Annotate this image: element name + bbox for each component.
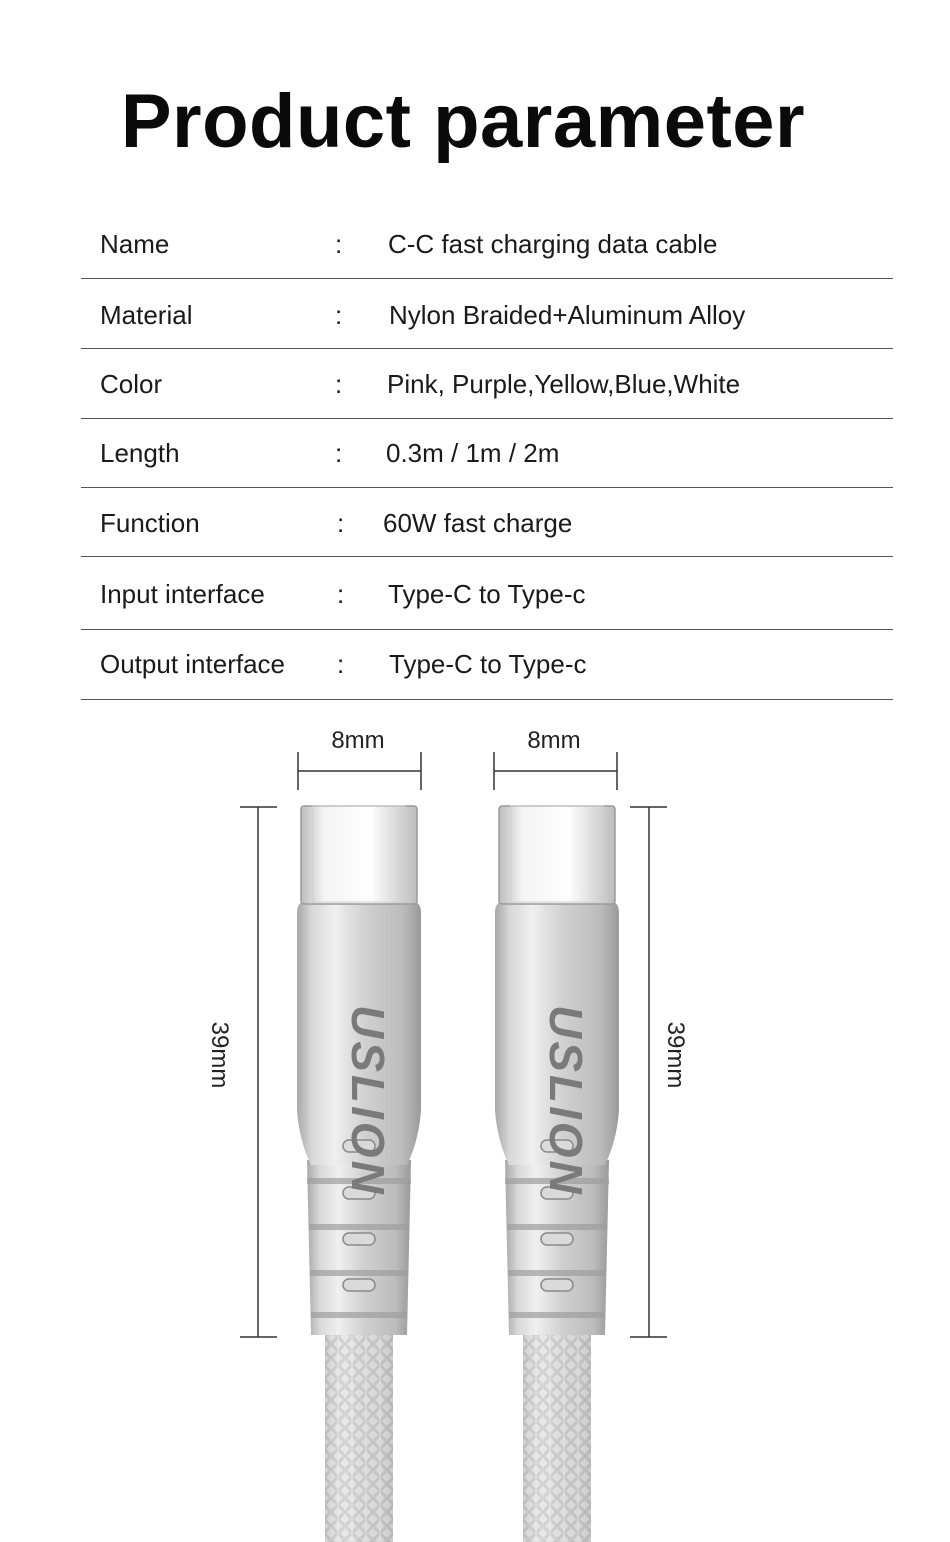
right-width-label: 8mm <box>527 727 581 754</box>
spec-row-function <box>81 488 893 557</box>
spec-separator: : <box>337 579 345 609</box>
spec-row-material <box>81 279 893 349</box>
spec-label: Material <box>100 300 193 330</box>
right-height-dimension <box>630 807 667 1337</box>
right-width-dimension <box>494 752 617 790</box>
spec-row-name <box>81 208 893 279</box>
spec-row-length <box>81 419 893 488</box>
spec-value: 60W fast charge <box>383 508 573 538</box>
spec-separator: : <box>335 438 343 468</box>
spec-row-output <box>81 630 893 700</box>
spec-table <box>81 208 893 700</box>
spec-separator: : <box>335 300 343 330</box>
left-height-label: 39mm <box>206 1021 233 1089</box>
spec-label: Length <box>100 438 180 468</box>
left-height-dimension <box>240 807 277 1337</box>
spec-label: Output interface <box>100 649 285 679</box>
spec-label: Color <box>100 369 163 399</box>
spec-separator: : <box>335 229 343 259</box>
spec-value: Pink, Purple,Yellow,Blue,White <box>387 369 741 399</box>
left-width-dimension <box>298 752 421 790</box>
spec-value: Nylon Braided+Aluminum Alloy <box>389 300 746 330</box>
spec-value: C-C fast charging data cable <box>388 229 718 259</box>
spec-value: Type-C to Type-c <box>389 649 587 679</box>
brand-logo: USLION <box>540 1005 592 1197</box>
left-width-label: 8mm <box>331 727 385 754</box>
spec-row-color <box>81 349 893 419</box>
page-title: Product parameter <box>120 79 806 164</box>
spec-row-input <box>81 557 893 630</box>
right-height-label: 39mm <box>662 1021 689 1089</box>
spec-label: Name <box>100 229 170 259</box>
spec-label: Function <box>100 508 200 538</box>
spec-separator: : <box>337 649 345 679</box>
spec-separator: : <box>335 369 343 399</box>
spec-separator: : <box>337 508 345 538</box>
spec-label: Input interface <box>100 579 265 609</box>
brand-logo: USLION <box>342 1005 394 1197</box>
cable-figure <box>0 700 950 1542</box>
spec-value: Type-C to Type-c <box>388 579 586 609</box>
spec-value: 0.3m / 1m / 2m <box>386 438 560 468</box>
